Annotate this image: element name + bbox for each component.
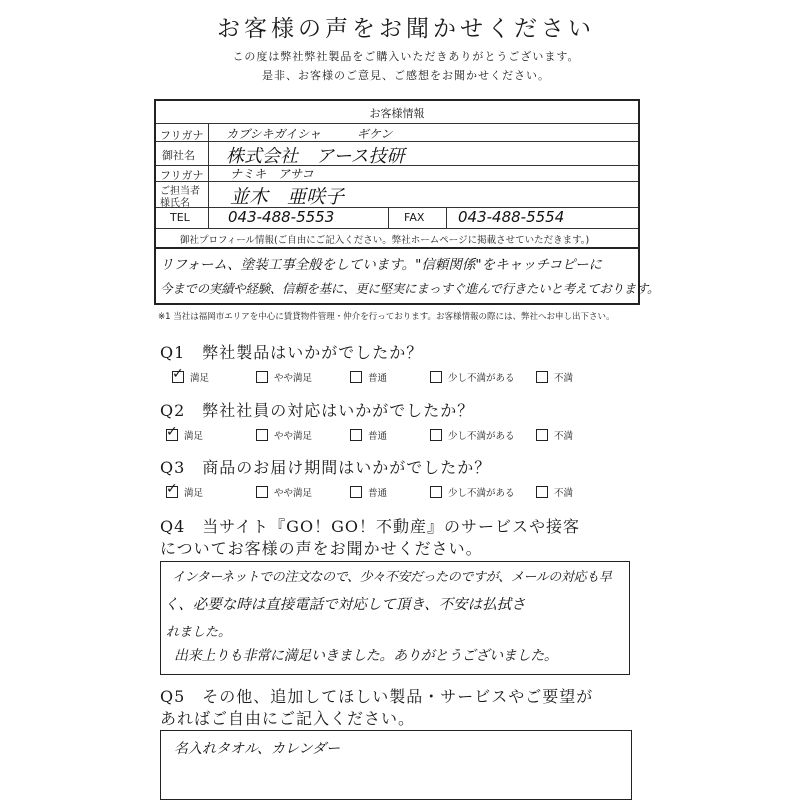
checkbox[interactable]: ✓ [172, 366, 184, 382]
tel-label: TEL [170, 211, 190, 224]
checkbox[interactable] [350, 371, 362, 383]
q3-option-somewhat-dissatisfied[interactable]: 少し不満がある [430, 485, 515, 499]
company-value: 株式会社 アース技研 [226, 146, 405, 167]
q4-text-line-1: Q4 当サイト『GO！GO！不動産』のサービスや接客 [160, 517, 580, 536]
q2-option-somewhat-satisfied[interactable]: やや満足 [256, 428, 312, 442]
page-title: お客様の声をお聞かせください [217, 16, 595, 42]
checkbox[interactable] [256, 429, 268, 441]
checkbox[interactable] [536, 371, 548, 383]
profile-line-2: 今までの実績や経験、信頼を基に、更に堅実にまっすぐ進んで行きたいと考えております。 [160, 281, 660, 296]
q2-option-dissatisfied[interactable]: 不満 [536, 428, 573, 442]
q2-option-satisfied[interactable]: ✓ 満足 [166, 424, 204, 442]
q2-option-neutral[interactable]: 普通 [350, 428, 387, 442]
q4-answer-line-4: 出来上りも非常に満足いきました。ありがとうございました。 [174, 648, 558, 664]
checkbox[interactable] [536, 429, 548, 441]
intro-line-1: この度は弊社弊社製品をご購入いただきありがとうございます。 [232, 50, 580, 63]
q3-option-dissatisfied[interactable]: 不満 [536, 485, 573, 499]
person-label-2: 様氏名 [160, 198, 190, 209]
q5-text-line-1: Q5 その他、追加してほしい製品・サービスやご要望が [160, 687, 594, 706]
q3-text: Q3 商品のお届け期間はいかがでしたか？ [160, 458, 492, 477]
fax-value: 043-488-5554 [458, 208, 565, 226]
q1-text: Q1 弊社製品はいかがでしたか？ [160, 343, 424, 362]
q1-option-somewhat-satisfied[interactable]: やや満足 [256, 370, 312, 384]
q3-option-satisfied[interactable]: ✓ 満足 [166, 481, 204, 499]
info-table-header: お客様情報 [369, 107, 425, 120]
q3-option-somewhat-satisfied[interactable]: やや満足 [256, 485, 312, 499]
checkbox[interactable] [350, 486, 362, 498]
person-label-1: ご担当者 [160, 186, 200, 197]
company-label: 御社名 [162, 149, 195, 162]
customer-info-table [154, 99, 640, 249]
q4-answer-line-2: く、必要な時は直接電話で対応して頂き、不安は払拭さ [164, 597, 526, 613]
q3-options [0, 481, 812, 501]
tel-value: 043-488-5553 [228, 208, 335, 226]
q1-option-dissatisfied[interactable]: 不満 [536, 370, 573, 384]
profile-line-1: リフォーム、塗装工事全般をしています。"信頼関係"をキャッチコピーに [160, 257, 602, 273]
profile-header: 御社プロフィール情報(ご自由にご記入ください。弊社ホームページに掲載させていただきます。) [180, 235, 590, 246]
furigana-name-value: ナミキ アサコ [230, 167, 314, 181]
intro-line-2: 是非、お客様のご意見、ご感想をお聞かせください。 [262, 69, 550, 82]
checkbox[interactable] [430, 429, 442, 441]
q1-option-somewhat-dissatisfied[interactable]: 少し不満がある [430, 370, 515, 384]
checkbox[interactable] [350, 429, 362, 441]
q1-option-neutral[interactable]: 普通 [350, 370, 387, 384]
q4-answer-line-3: れました。 [166, 625, 232, 640]
q4-text-line-2: についてお客様の声をお聞かせください。 [160, 539, 483, 558]
checkbox[interactable] [430, 486, 442, 498]
q1-option-satisfied[interactable]: ✓ 満足 [172, 366, 210, 384]
q3-option-neutral[interactable]: 普通 [350, 485, 387, 499]
q4-answer-line-1: インターネットでの注文なので、少々不安だったのですが、メールの対応も早 [172, 570, 612, 585]
q1-options [0, 366, 812, 386]
person-value: 並木 亜咲子 [230, 186, 345, 208]
furigana-label-1: フリガナ [160, 129, 204, 142]
footnote: ※1 当社は福岡市エリアを中心に賃貸物件管理・仲介を行っております。お客様情報の際には、弊社へお申し出下さい。 [158, 312, 615, 322]
q2-option-somewhat-dissatisfied[interactable]: 少し不満がある [430, 428, 515, 442]
furigana-company-value: カブシキガイシャ ギケン [226, 127, 393, 141]
checkbox[interactable] [536, 486, 548, 498]
checkbox[interactable]: ✓ [166, 481, 178, 497]
checkbox[interactable] [256, 371, 268, 383]
checkbox[interactable] [256, 486, 268, 498]
checkbox[interactable] [430, 371, 442, 383]
q2-options [0, 424, 812, 444]
q5-text-line-2: あればご自由にご記入ください。 [160, 709, 416, 728]
furigana-label-2: フリガナ [160, 169, 204, 182]
fax-label: FAX [404, 211, 425, 224]
q2-text: Q2 弊社社員の対応はいかがでしたか？ [160, 401, 475, 420]
q5-answer: 名入れタオル、カレンダー [174, 741, 340, 757]
checkbox[interactable]: ✓ [166, 424, 178, 440]
